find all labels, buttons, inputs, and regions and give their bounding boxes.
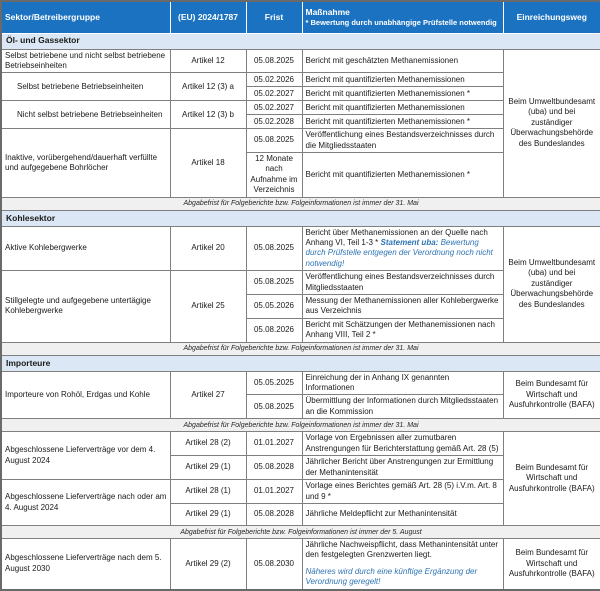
cell-artikel: Artikel 25 xyxy=(170,271,246,342)
cell-frist: 05.02.2026 xyxy=(246,73,302,87)
cell-sektor: Abgeschlossene Lieferverträge vor dem 4. August 2024 xyxy=(1,432,170,480)
cell-massnahme: Vorlage von Ergebnissen aller zumutbaren Anstrengungen für Berichterstattung gemäß Art. 28 (5) xyxy=(302,432,503,456)
note-text: Abgabefrist für Folgeberichte bzw. Folgeinformationen ist immer der 31. Mai xyxy=(1,197,600,210)
cell-frist: 05.05.2026 xyxy=(246,294,302,318)
cell-frist: 05.08.2025 xyxy=(246,49,302,73)
cell-sektor: Nicht selbst betriebene Betriebseinheiten xyxy=(1,101,170,129)
cell-frist: 05.02.2027 xyxy=(246,101,302,115)
table-header-row xyxy=(1,1,600,33)
cell-einreichungsweg: Beim Bundesamt für Wirtschaft und Ausfuhrkontrolle (BAFA) xyxy=(503,371,600,419)
massnahme-title: Maßnahme xyxy=(305,6,350,17)
cell-artikel: Artikel 12 xyxy=(170,49,246,73)
cell-artikel: Artikel 12 (3) a xyxy=(170,73,246,101)
cell-artikel: Artikel 28 (1) xyxy=(170,480,246,504)
cell-artikel: Artikel 27 xyxy=(170,371,246,419)
cell-frist: 05.02.2027 xyxy=(246,87,302,101)
cell-frist: 01.01.2027 xyxy=(246,480,302,504)
section-row-importeure xyxy=(1,355,600,371)
note-row xyxy=(1,419,600,432)
cell-artikel: Artikel 12 (3) b xyxy=(170,101,246,129)
cell-massnahme: Bericht mit Schätzungen der Methanemissionen nach Anhang VIII, Teil 2 * xyxy=(302,318,503,342)
cell-artikel: Artikel 29 (1) xyxy=(170,456,246,480)
cell-massnahme: Veröffentlichung eines Bestandsverzeichnisses durch die Mitgliedsstaaten xyxy=(302,129,503,153)
cell-massnahme xyxy=(302,226,503,271)
cell-sektor: Abgeschlossene Lieferverträge nach dem 5. August 2030 xyxy=(1,539,170,590)
cell-sektor: Stillgelegte und aufgegebene untertägige Kohlebergwerke xyxy=(1,271,170,342)
cell-frist: 05.08.2030 xyxy=(246,539,302,590)
cell-massnahme: Einreichung der in Anhang IX genannten Informationen xyxy=(302,371,503,395)
cell-massnahme: Messung der Methanemissionen aller Kohlebergwerke aus Verzeichnis xyxy=(302,294,503,318)
future-regulation-note: Näheres wird durch eine künftige Ergänzung der Verordnung geregelt! xyxy=(305,566,478,587)
cell-sektor: Inaktive, vorübergehend/dauerhaft verfüllte und aufgegebene Bohrlöcher xyxy=(1,129,170,197)
massnahme-text: Bericht über Methanemissionen an der Quelle nach Anhang VI, Teil 1-3 * xyxy=(305,227,488,248)
table-row xyxy=(1,432,600,456)
cell-massnahme: Jährlicher Bericht über Anstrengungen zur Ermittlung der Methanintensität xyxy=(302,456,503,480)
uba-statement-label: Statement uba: xyxy=(380,238,439,248)
note-text: Abgabefrist für Folgeberichte bzw. Folgeinformationen ist immer der 31. Mai xyxy=(1,342,600,355)
cell-massnahme: Bericht mit quantifizierten Methanemissionen xyxy=(302,101,503,115)
note-row xyxy=(1,342,600,355)
cell-einreichungsweg: Beim Umweltbundesamt (uba) und bei zuständiger Überwachungsbehörde des Bundeslandes xyxy=(503,49,600,197)
massnahme-subtitle: * Bewertung durch unabhängige Prüfstelle notwendig xyxy=(305,17,497,27)
section-title: Kohlesektor xyxy=(1,210,600,226)
cell-massnahme: Jährliche Meldepflicht zur Methanintensität xyxy=(302,504,503,526)
table-row xyxy=(1,371,600,395)
cell-frist: 05.08.2025 xyxy=(246,395,302,419)
cell-frist: 01.01.2027 xyxy=(246,432,302,456)
cell-sektor: Importeure von Rohöl, Erdgas und Kohle xyxy=(1,371,170,419)
cell-massnahme: Bericht mit quantifizierten Methanemissionen * xyxy=(302,115,503,129)
table-row xyxy=(1,49,600,73)
cell-frist: 05.02.2028 xyxy=(246,115,302,129)
column-header-frist: Frist xyxy=(246,1,302,33)
cell-massnahme: Bericht mit quantifizierten Methanemissionen * xyxy=(302,87,503,101)
cell-massnahme xyxy=(302,539,503,590)
cell-massnahme: Übermittlung der Informationen durch Mitgliedsstaaten an die Kommission xyxy=(302,395,503,419)
cell-artikel: Artikel 20 xyxy=(170,226,246,271)
cell-massnahme: Veröffentlichung eines Bestandsverzeichnisses durch Mitgliedsstaaten xyxy=(302,271,503,295)
table-row xyxy=(1,226,600,271)
cell-sektor: Selbst betriebene Betriebseinheiten xyxy=(1,73,170,101)
cell-massnahme: Vorlage eines Berichtes gemäß Art. 28 (5) i.V.m. Art. 8 und 9 * xyxy=(302,480,503,504)
column-header-massnahme xyxy=(302,1,503,33)
section-row-oel-gas xyxy=(1,33,600,49)
section-title: Importeure xyxy=(1,355,600,371)
cell-sektor: Aktive Kohlebergwerke xyxy=(1,226,170,271)
note-text: Abgabefrist für Folgeberichte bzw. Folgeinformationen ist immer der 31. Mai xyxy=(1,419,600,432)
cell-frist: 05.08.2026 xyxy=(246,318,302,342)
note-text: Abgabefrist für Folgeberichte bzw. Folgeinformationen ist immer der 5. August xyxy=(1,526,600,539)
cell-massnahme: Bericht mit geschätzten Methanemissionen xyxy=(302,49,503,73)
cell-sektor: Abgeschlossene Lieferverträge nach oder am 4. August 2024 xyxy=(1,480,170,526)
cell-frist: 05.05.2025 xyxy=(246,371,302,395)
cell-massnahme: Bericht mit quantifizierten Methanemissionen xyxy=(302,73,503,87)
column-header-regulation: (EU) 2024/1787 xyxy=(170,1,246,33)
cell-frist: 05.08.2025 xyxy=(246,271,302,295)
cell-frist: 05.08.2028 xyxy=(246,504,302,526)
cell-artikel: Artikel 29 (2) xyxy=(170,539,246,590)
section-title: Öl- und Gassektor xyxy=(1,33,600,49)
column-header-sektor: Sektor/Betreibergruppe xyxy=(1,1,170,33)
cell-einreichungsweg: Beim Umweltbundesamt (uba) und bei zuständiger Überwachungsbehörde des Bundeslandes xyxy=(503,226,600,342)
cell-artikel: Artikel 29 (1) xyxy=(170,504,246,526)
cell-artikel: Artikel 18 xyxy=(170,129,246,197)
cell-artikel: Artikel 28 (2) xyxy=(170,432,246,456)
cell-frist: 05.08.2028 xyxy=(246,456,302,480)
cell-einreichungsweg: Beim Bundesamt für Wirtschaft und Ausfuhrkontrolle (BAFA) xyxy=(503,539,600,590)
uba-statement-text: Bewertung durch Prüfstelle entgegen der Verordnung noch nicht notwendig! xyxy=(305,238,493,268)
cell-einreichungsweg: Beim Bundesamt für Wirtschaft und Ausfuhrkontrolle (BAFA) xyxy=(503,432,600,526)
section-row-kohle xyxy=(1,210,600,226)
cell-massnahme: Bericht mit quantifizierten Methanemissionen * xyxy=(302,153,503,198)
cell-frist: 05.08.2025 xyxy=(246,226,302,271)
column-header-einreichungsweg: Einreichungsweg xyxy=(503,1,600,33)
cell-sektor: Selbst betriebene und nicht selbst betriebene Betriebseinheiten xyxy=(1,49,170,73)
note-row xyxy=(1,197,600,210)
massnahme-text: Jährliche Nachweispflicht, dass Methanintensität unter den festgelegten Grenzwerten liegt. xyxy=(305,540,499,560)
table-row xyxy=(1,539,600,590)
note-row xyxy=(1,526,600,539)
cell-frist: 05.08.2025 xyxy=(246,129,302,153)
cell-frist: 12 Monate nach Aufnahme im Verzeichnis xyxy=(246,153,302,198)
